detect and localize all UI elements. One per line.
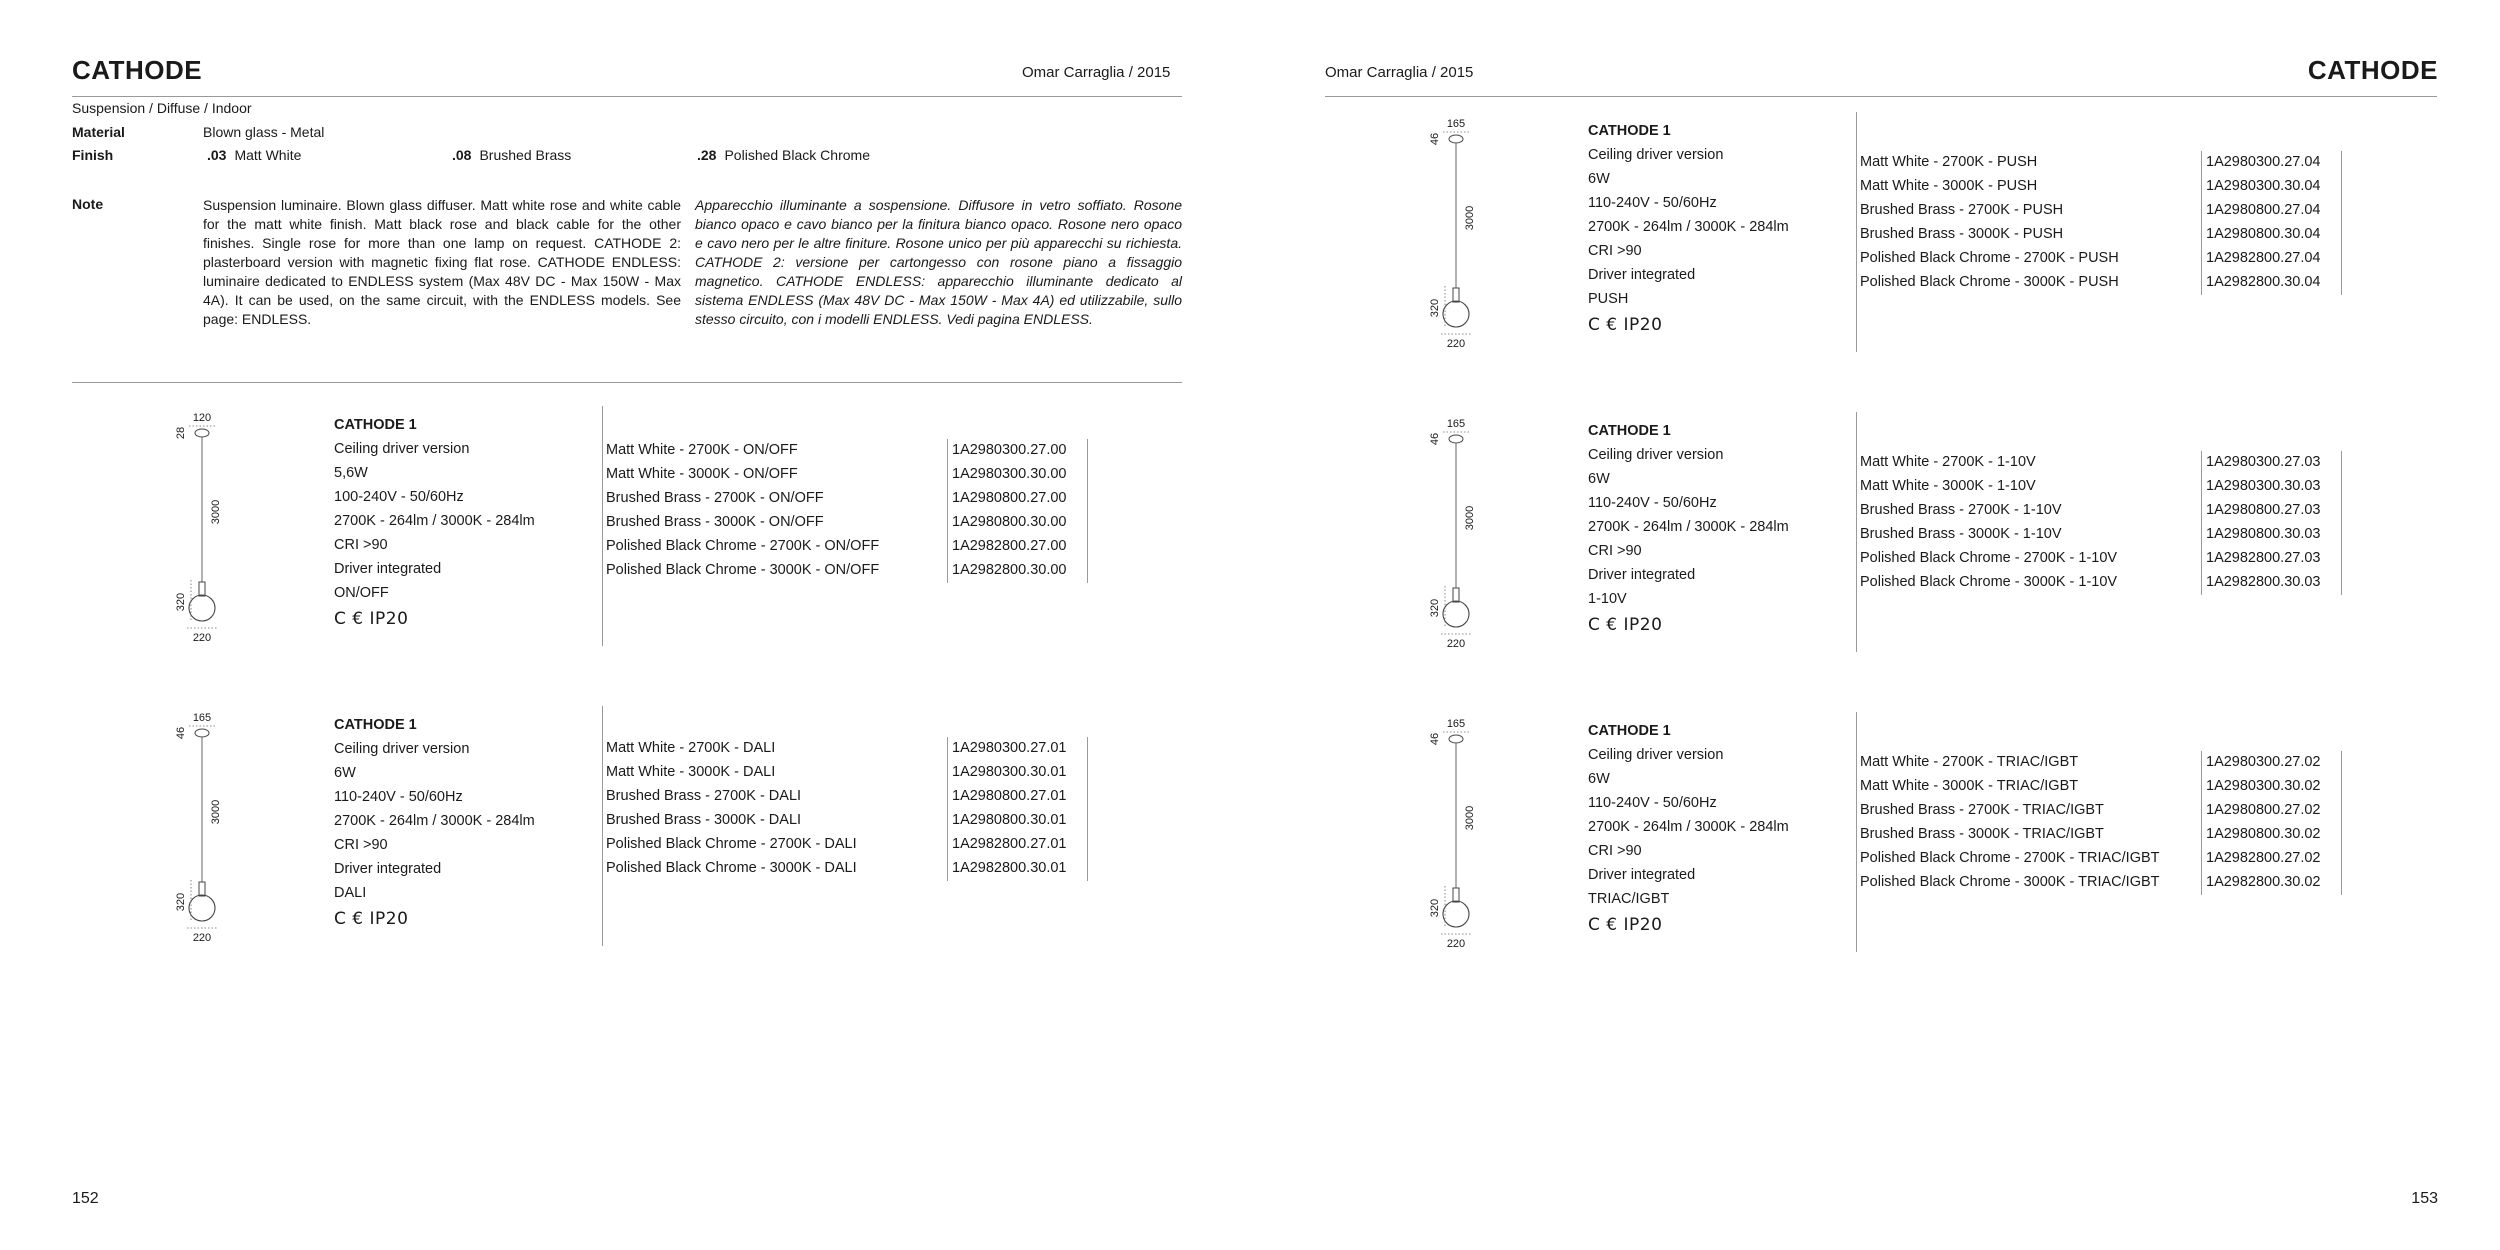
dimension-top-width: 165	[1446, 718, 1466, 730]
variant-code: 1A2980300.27.00	[952, 442, 1067, 458]
dimension-cable-length: 3000	[1464, 505, 1476, 531]
finish-name: Brushed Brass	[479, 147, 572, 163]
variant-code: 1A2980800.30.01	[952, 812, 1067, 828]
left-header-rule	[72, 96, 1182, 97]
left-page-designer: Omar Carraglia / 2015	[1022, 64, 1171, 81]
product-name: CATHODE 1	[334, 717, 417, 733]
variant-description: Brushed Brass - 2700K - 1-10V	[1860, 502, 2062, 518]
category-line: Suspension / Diffuse / Indoor	[72, 100, 252, 116]
finish-name: Polished Black Chrome	[724, 147, 870, 163]
variant-description: Polished Black Chrome - 2700K - 1-10V	[1860, 550, 2118, 566]
product-name: CATHODE 1	[1588, 123, 1671, 139]
spec-line: ON/OFF	[334, 585, 389, 601]
variant-description: Matt White - 2700K - DALI	[606, 740, 776, 756]
variant-code: 1A2982800.27.02	[2206, 850, 2321, 866]
variant-description: Matt White - 2700K - PUSH	[1860, 154, 2038, 170]
variant-code: 1A2980300.27.02	[2206, 754, 2321, 770]
spec-line: 2700K - 264lm / 3000K - 284lm	[1588, 219, 1789, 235]
ceiling-rose	[1449, 135, 1463, 143]
bulb-neck	[1453, 288, 1459, 302]
product-spec	[1588, 119, 1789, 337]
ceiling-rose	[1449, 435, 1463, 443]
dimension-rose-height: 28	[175, 426, 187, 440]
variant-code: 1A2982800.27.03	[2206, 550, 2321, 566]
dimension-bulb-width: 220	[1446, 638, 1466, 650]
code-column-divider	[2201, 151, 2202, 295]
variant-code: 1A2980300.27.04	[2206, 154, 2321, 170]
dimension-lamp-height: 320	[1429, 898, 1441, 918]
glass-bulb	[1443, 301, 1469, 327]
lamp-outline-svg	[1426, 118, 1486, 348]
right-header-rule	[1325, 96, 2437, 97]
finish-code: .08	[452, 147, 472, 163]
finish-brushed-brass	[452, 147, 571, 163]
dimension-top-width: 165	[192, 712, 212, 724]
product-name: CATHODE 1	[1588, 423, 1671, 439]
dimension-cable-length: 3000	[1464, 205, 1476, 231]
spec-line: Ceiling driver version	[334, 441, 470, 457]
variant-description: Brushed Brass - 3000K - TRIAC/IGBT	[1860, 826, 2104, 842]
spec-line: 2700K - 264lm / 3000K - 284lm	[334, 813, 535, 829]
dimension-top-width: 165	[1446, 118, 1466, 130]
lamp-drawing	[172, 712, 232, 947]
variant-code: 1A2980800.27.03	[2206, 502, 2321, 518]
table-right-border	[1087, 439, 1088, 583]
variant-description: Brushed Brass - 2700K - TRIAC/IGBT	[1860, 802, 2104, 818]
spec-line: 2700K - 264lm / 3000K - 284lm	[1588, 519, 1789, 535]
table-right-border	[2341, 451, 2342, 595]
dimension-top-width: 165	[1446, 418, 1466, 430]
spec-line: 5,6W	[334, 465, 368, 481]
spec-table-divider	[1856, 112, 1857, 352]
ceiling-rose	[195, 429, 209, 437]
dimension-lamp-height: 320	[1429, 598, 1441, 618]
ce-ip20-marking: C € IP20	[334, 609, 409, 629]
variant-code: 1A2982800.30.01	[952, 860, 1067, 876]
variant-code: 1A2980800.30.04	[2206, 226, 2321, 242]
spec-table-divider	[1856, 712, 1857, 952]
lamp-drawing	[172, 412, 232, 647]
spec-line: 6W	[1588, 171, 1610, 187]
variant-description: Matt White - 3000K - TRIAC/IGBT	[1860, 778, 2079, 794]
bulb-neck	[199, 582, 205, 596]
note-english: Suspension luminaire. Blown glass diffuser. Matt white rose and white cable for the matt white finish. Matt black rose and black cable for the other finishes. Single rose for more than one lamp on request. CATHODE 2: plasterboard version with magnetic fixing flat rose. CATHODE ENDLESS: luminaire dedicated to ENDLESS system (Max 48V DC - Max 150W - Max 4A). It can be used, on the same circuit, with the ENDLESS models. See page: ENDLESS.	[203, 197, 681, 327]
variant-code: 1A2980800.27.02	[2206, 802, 2321, 818]
left-page-number: 152	[72, 1190, 99, 1207]
variant-code: 1A2980800.30.02	[2206, 826, 2321, 842]
bulb-neck	[1453, 588, 1459, 602]
table-right-border	[2341, 751, 2342, 895]
dimension-bulb-width: 220	[192, 632, 212, 644]
product-spec	[334, 713, 535, 931]
spec-table-divider	[602, 406, 603, 646]
spec-line: CRI >90	[334, 837, 388, 853]
glass-bulb	[189, 595, 215, 621]
dimension-top-width: 120	[192, 412, 212, 424]
spec-table-divider	[1856, 412, 1857, 652]
right-page-number: 153	[2411, 1190, 2438, 1207]
finish-matt-white	[207, 147, 301, 163]
finish-polished-black-chrome	[697, 147, 870, 163]
variant-description: Polished Black Chrome - 3000K - PUSH	[1860, 274, 2119, 290]
lamp-outline-svg	[172, 712, 232, 942]
variant-description: Polished Black Chrome - 3000K - ON/OFF	[606, 562, 880, 578]
variant-code: 1A2980300.30.02	[2206, 778, 2321, 794]
code-column-divider	[2201, 451, 2202, 595]
dimension-bulb-width: 220	[1446, 938, 1466, 950]
table-right-border	[2341, 151, 2342, 295]
variant-code: 1A2982800.30.04	[2206, 274, 2321, 290]
code-column-divider	[2201, 751, 2202, 895]
variant-description: Matt White - 2700K - 1-10V	[1860, 454, 2036, 470]
product-name: CATHODE 1	[1588, 723, 1671, 739]
dimension-lamp-height: 320	[175, 892, 187, 912]
variant-code: 1A2982800.27.01	[952, 836, 1067, 852]
spec-line: Ceiling driver version	[1588, 147, 1724, 163]
ce-ip20-marking: C € IP20	[1588, 915, 1663, 935]
variant-description: Polished Black Chrome - 2700K - PUSH	[1860, 250, 2119, 266]
spec-line: 6W	[1588, 771, 1610, 787]
variant-code: 1A2980300.27.03	[2206, 454, 2321, 470]
product-name: CATHODE 1	[334, 417, 417, 433]
variant-description: Brushed Brass - 3000K - ON/OFF	[606, 514, 824, 530]
variant-description: Polished Black Chrome - 2700K - DALI	[606, 836, 857, 852]
variant-description: Matt White - 3000K - ON/OFF	[606, 466, 798, 482]
right-page-title: CATHODE	[2307, 55, 2438, 85]
dimension-cable-length: 3000	[210, 799, 222, 825]
bulb-neck	[1453, 888, 1459, 902]
variant-description: Brushed Brass - 2700K - PUSH	[1860, 202, 2064, 218]
spec-line: CRI >90	[334, 537, 388, 553]
variant-code: 1A2980800.30.00	[952, 514, 1067, 530]
table-right-border	[1087, 737, 1088, 881]
spec-line: CRI >90	[1588, 543, 1642, 559]
ce-ip20-marking: C € IP20	[1588, 315, 1663, 335]
material-label: Material	[72, 124, 125, 140]
dimension-cable-length: 3000	[1464, 805, 1476, 831]
note-label: Note	[72, 196, 104, 212]
spec-line: Ceiling driver version	[334, 741, 470, 757]
note-italian: Apparecchio illuminante a sospensione. Diffusore in vetro soffiato. Rosone bianco opaco e cavo bianco per la finitura bianco opaco. Rosone nero opaco e cavo nero per le altre finiture. Rosone unico per più apparecchi su richiesta. CATHODE 2: versione per cartongesso con rosone piano a fissaggio magnetico. CATHODE ENDLESS: apparecchio illuminante dedicato al sistema ENDLESS (Max 48V DC - Max 150W - Max 4A) ed utilizzabile, sullo stesso circuito, con i modelli ENDLESS. Vedi pagina ENDLESS.	[695, 197, 1182, 327]
dimension-lamp-height: 320	[175, 592, 187, 612]
spec-line: 110-240V - 50/60Hz	[1588, 195, 1717, 211]
variant-code: 1A2980300.30.03	[2206, 478, 2321, 494]
spec-line: Driver integrated	[1588, 867, 1696, 883]
variant-description: Brushed Brass - 3000K - PUSH	[1860, 226, 2064, 242]
variant-code: 1A2980300.27.01	[952, 740, 1067, 756]
bulb-neck	[199, 882, 205, 896]
finish-name: Matt White	[234, 147, 302, 163]
ce-ip20-marking: C € IP20	[1588, 615, 1663, 635]
variant-code: 1A2982800.27.00	[952, 538, 1067, 554]
dimension-cable-length: 3000	[210, 499, 222, 525]
variant-description: Brushed Brass - 3000K - 1-10V	[1860, 526, 2062, 542]
spec-line: CRI >90	[1588, 843, 1642, 859]
variant-description: Matt White - 2700K - ON/OFF	[606, 442, 798, 458]
variant-code: 1A2982800.27.04	[2206, 250, 2321, 266]
glass-bulb	[1443, 901, 1469, 927]
product-spec	[334, 413, 535, 631]
variant-description: Matt White - 3000K - DALI	[606, 764, 776, 780]
spec-line: PUSH	[1588, 291, 1629, 307]
variant-description: Polished Black Chrome - 3000K - TRIAC/IGBT	[1860, 874, 2160, 890]
ceiling-rose	[1449, 735, 1463, 743]
variant-code: 1A2980300.30.00	[952, 466, 1067, 482]
lamp-drawing	[1426, 718, 1486, 953]
variant-code: 1A2980300.30.01	[952, 764, 1067, 780]
product-spec	[1588, 419, 1789, 637]
variant-description: Brushed Brass - 2700K - ON/OFF	[606, 490, 824, 506]
variant-description: Polished Black Chrome - 2700K - ON/OFF	[606, 538, 880, 554]
lamp-outline-svg	[1426, 418, 1486, 648]
dimension-lamp-height: 320	[1429, 298, 1441, 318]
finish-code: .03	[207, 147, 227, 163]
variant-description: Matt White - 3000K - 1-10V	[1860, 478, 2036, 494]
spec-line: 1-10V	[1588, 591, 1627, 607]
spec-line: DALI	[334, 885, 367, 901]
spec-line: 110-240V - 50/60Hz	[1588, 495, 1717, 511]
finish-code: .28	[697, 147, 717, 163]
glass-bulb	[189, 895, 215, 921]
variant-code: 1A2980300.30.04	[2206, 178, 2321, 194]
variant-code: 1A2982800.30.02	[2206, 874, 2321, 890]
variant-description: Polished Black Chrome - 2700K - TRIAC/IGBT	[1860, 850, 2160, 866]
variant-description: Matt White - 3000K - PUSH	[1860, 178, 2038, 194]
variant-description: Matt White - 2700K - TRIAC/IGBT	[1860, 754, 2079, 770]
variant-description: Polished Black Chrome - 3000K - DALI	[606, 860, 857, 876]
spec-line: 100-240V - 50/60Hz	[334, 489, 464, 505]
ceiling-rose	[195, 729, 209, 737]
spec-line: Ceiling driver version	[1588, 447, 1724, 463]
spec-table-divider	[602, 706, 603, 946]
product-spec	[1588, 719, 1789, 937]
ce-ip20-marking: C € IP20	[334, 909, 409, 929]
left-page-title: CATHODE	[72, 55, 203, 85]
variant-code: 1A2982800.30.03	[2206, 574, 2321, 590]
variant-code: 1A2980800.27.01	[952, 788, 1067, 804]
variant-description: Polished Black Chrome - 3000K - 1-10V	[1860, 574, 2118, 590]
dimension-rose-height: 46	[175, 726, 187, 740]
variant-description: Brushed Brass - 3000K - DALI	[606, 812, 802, 828]
code-column-divider	[947, 439, 948, 583]
spec-line: 110-240V - 50/60Hz	[334, 789, 463, 805]
lamp-outline-svg	[172, 412, 232, 642]
code-column-divider	[947, 737, 948, 881]
spec-line: Driver integrated	[1588, 567, 1696, 583]
dimension-bulb-width: 220	[1446, 338, 1466, 350]
spec-line: 6W	[334, 765, 356, 781]
lamp-outline-svg	[1426, 718, 1486, 948]
spec-line: Driver integrated	[334, 861, 442, 877]
left-note-rule	[72, 382, 1182, 383]
variant-description: Brushed Brass - 2700K - DALI	[606, 788, 802, 804]
spec-line: 6W	[1588, 471, 1610, 487]
lamp-drawing	[1426, 418, 1486, 653]
dimension-rose-height: 46	[1429, 432, 1441, 446]
variant-code: 1A2982800.30.00	[952, 562, 1067, 578]
glass-bulb	[1443, 601, 1469, 627]
spec-line: Ceiling driver version	[1588, 747, 1724, 763]
dimension-bulb-width: 220	[192, 932, 212, 944]
finish-label: Finish	[72, 147, 114, 163]
spec-line: Driver integrated	[334, 561, 442, 577]
spec-line: 2700K - 264lm / 3000K - 284lm	[1588, 819, 1789, 835]
spec-line: TRIAC/IGBT	[1588, 891, 1670, 907]
dimension-rose-height: 46	[1429, 132, 1441, 146]
right-page-designer: Omar Carraglia / 2015	[1325, 64, 1474, 81]
spec-line: 110-240V - 50/60Hz	[1588, 795, 1717, 811]
material-value: Blown glass - Metal	[203, 124, 325, 140]
lamp-drawing	[1426, 118, 1486, 353]
variant-code: 1A2980800.30.03	[2206, 526, 2321, 542]
spec-line: Driver integrated	[1588, 267, 1696, 283]
variant-code: 1A2980800.27.04	[2206, 202, 2321, 218]
variant-code: 1A2980800.27.00	[952, 490, 1067, 506]
dimension-rose-height: 46	[1429, 732, 1441, 746]
spec-line: CRI >90	[1588, 243, 1642, 259]
spec-line: 2700K - 264lm / 3000K - 284lm	[334, 513, 535, 529]
